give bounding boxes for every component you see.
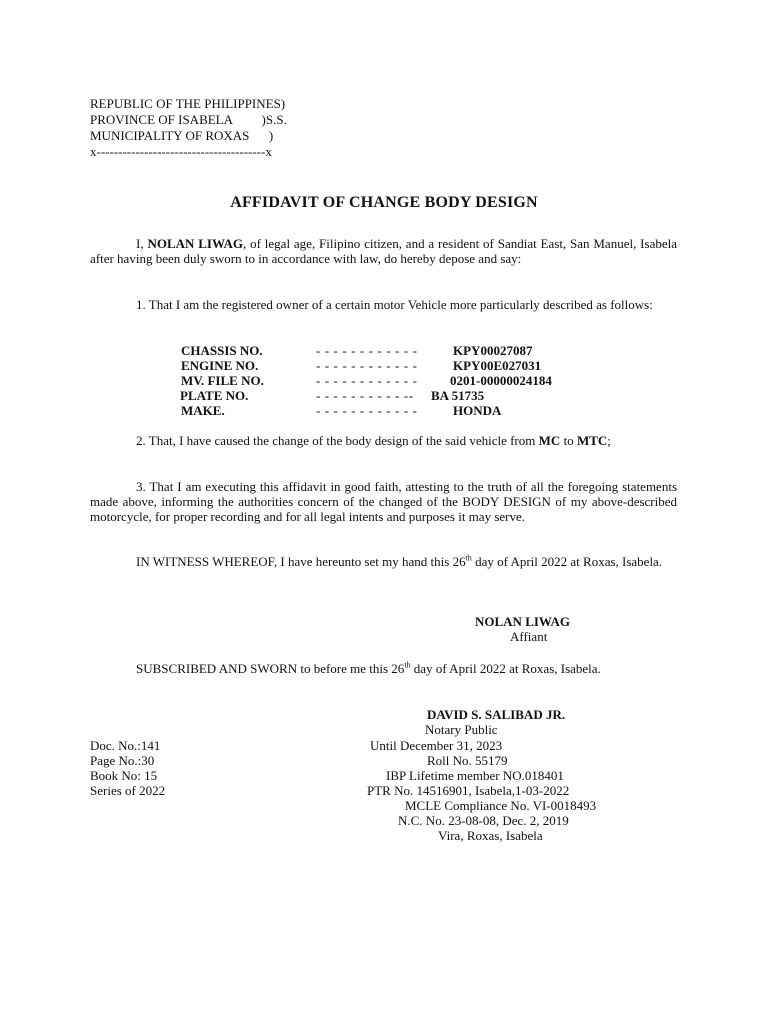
para2-end: ; [607, 433, 611, 448]
engine-value: KPY00E027031 [453, 358, 542, 373]
affiant-name: NOLAN LIWAG [475, 614, 570, 629]
paragraph-2 [90, 433, 677, 448]
witness-text2: day of April 2022 at Roxas, Isabela. [471, 554, 663, 569]
venue-province: PROVINCE OF ISABELA )S.S. [90, 112, 287, 127]
affiant-name-inline: NOLAN LIWAG [147, 236, 244, 251]
intro-paragraph [90, 236, 677, 266]
paragraph-1: 1. That I am the registered owner of a certain motor Vehicle more particularly described as follows: [136, 297, 653, 312]
venue-separator: x---------------------------------------x [90, 144, 272, 159]
para2-to: MTC [576, 433, 608, 448]
venue-republic: REPUBLIC OF THE PHILIPPINES) [90, 96, 286, 111]
mv-file-value: 0201-00000024184 [450, 373, 552, 388]
para2-text1: 2. That, I have caused the change of the body design of the said vehicle from [136, 433, 539, 448]
engine-label: ENGINE NO. [181, 358, 259, 373]
engine-dashes: - - - - - - - - - - - - [316, 358, 418, 373]
notary-name: DAVID S. SALIBAD JR. [427, 707, 566, 722]
docket-book-no: Book No: 15 [90, 768, 158, 783]
notary-nc: N.C. No. 23-08-08, Dec. 2, 2019 [398, 813, 569, 828]
plate-dashes: - - - - - - - - - - -- [316, 388, 414, 403]
intro-prefix: I, [136, 236, 148, 251]
venue-municipality: MUNICIPALITY OF ROXAS ) [90, 128, 274, 143]
docket-page-no: Page No.:30 [90, 753, 155, 768]
jurat-line [136, 661, 601, 676]
plate-label: PLATE NO. [180, 388, 249, 403]
docket-doc-no: Doc. No.:141 [90, 738, 161, 753]
jurat-text2: day of April 2022 at Roxas, Isabela. [410, 661, 601, 676]
make-label: MAKE. [181, 403, 225, 418]
chassis-label: CHASSIS NO. [181, 343, 263, 358]
chassis-dashes: - - - - - - - - - - - - [316, 343, 418, 358]
mv-file-label: MV. FILE NO. [181, 373, 264, 388]
notary-mcle: MCLE Compliance No. VI-0018493 [405, 798, 597, 813]
mv-file-dashes: - - - - - - - - - - - - [316, 373, 418, 388]
para2-text2: to [560, 433, 577, 448]
docket-series: Series of 2022 [90, 783, 166, 798]
document-title: AFFIDAVIT OF CHANGE BODY DESIGN [230, 194, 538, 211]
paragraph-3: 3. That I am executing this affidavit in good faith, attesting to the truth of all the foregoing statements made above, informing the authorities concern of the changed of the BODY DESIGN of my above-described motorcycle, for proper recording and for all legal intents and purposes it may serve. [90, 479, 677, 524]
chassis-value: KPY00027087 [453, 343, 533, 358]
notary-title: Notary Public [425, 722, 498, 737]
para2-from: MC [538, 433, 561, 448]
jurat-text1: SUBSCRIBED AND SWORN to before me this 26 [136, 661, 405, 676]
notary-ptr: PTR No. 14516901, Isabela,1-03-2022 [367, 783, 570, 798]
make-value: HONDA [453, 403, 502, 418]
jurat-sup: th [404, 660, 411, 670]
intro-rest: , of legal age, Filipino citizen, and a resident of Sandiat East, San Manuel, Isabela after having been duly sworn to in accordance with law, do hereby depose and say: [90, 236, 677, 266]
plate-value: BA 51735 [431, 388, 485, 403]
affiant-role: Affiant [510, 629, 548, 644]
make-dashes: - - - - - - - - - - - - [316, 403, 418, 418]
witness-sup: th [465, 553, 472, 563]
witness-paragraph [90, 554, 677, 569]
notary-address: Vira, Roxas, Isabela [438, 828, 543, 843]
witness-text1: IN WITNESS WHEREOF, I have hereunto set my hand this 26 [136, 554, 466, 569]
notary-ibp: IBP Lifetime member NO.018401 [386, 768, 564, 783]
notary-until: Until December 31, 2023 [370, 738, 503, 753]
notary-roll: Roll No. 55179 [427, 753, 508, 768]
